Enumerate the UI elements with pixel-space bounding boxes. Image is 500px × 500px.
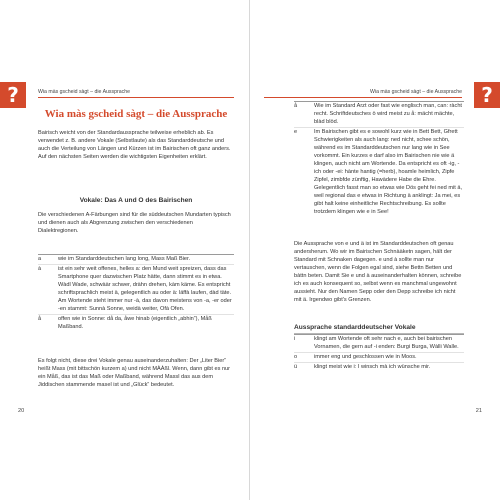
page-number-left: 20 [18,408,25,414]
header-rule-right [264,97,462,98]
vowel-description: wie im Standarddeutschen lang long, Mass Maß Bier. [58,255,234,265]
page-title: Wia màs gscheid sàgt – die Aussprache [44,108,228,120]
vowel-key: å [294,102,314,128]
page-number-right: 21 [475,408,482,414]
table-row [38,255,234,265]
section-heading-vowels: Vokale: Das A und O des Bairischen [79,197,193,204]
vowel-description: klingt am Wortende oft sehr nach e, auch bei bairischen Vornamen, die gern auf -i enden: Burgi Burga, Wàlli Walle. [314,335,464,353]
question-mark-icon: ? [474,82,500,108]
running-header-left: Wia màs gscheid sàgt – die Aussprache [38,89,130,95]
closing-paragraph [38,357,234,389]
table-row [294,335,464,353]
table-row [38,315,234,333]
vowel-table-left [38,254,234,332]
vowel-key: i [294,335,314,353]
intro-text: Bairisch weicht von der Standardaussprache teilweise erheblich ab. Es verwendet z. B. andere Vokale (Selbstlaute) als das Standarddeutsche und auch die Verteilung von Längen und Kürzen ist im Bairischen oft ganz anders. Auf den nächsten Seiten werden die wichtigsten Eigenheiten erklärt. [38,130,231,160]
running-header-right: Wia màs gscheid sàgt – die Aussprache [370,89,462,95]
vowel-key: à [38,265,58,315]
vowel-table-standard [294,334,464,372]
vowel-key: ü [294,363,314,373]
header-rule-left [38,97,234,98]
right-top-table [294,101,464,217]
vowel-table-continued [294,101,464,217]
vowel-table [38,254,234,332]
vowel-description: offen wie in Sonne: då da, åwe hinab (eigentlich „abhin“), Måß Maßband. [58,315,234,333]
section-intro [38,211,234,235]
table-row [294,363,464,373]
vowel-description: Wie im Standard Arzt oder fast wie englisch man, can: ràcht recht. Schriftdeutsches ö wird meist zu å: mächt mächte, blàd blöd. [314,102,464,128]
vowel-description: immer eng und geschlossen wie in Moos. [314,353,464,363]
section-intro-text: Die verschiedenen A-Färbungen sind für die süddeutschen Mundarten typisch und dienen auch als Abgrenzung zwischen den verschiedenen Dialektregionen. [38,212,231,234]
vowel-key: e [294,128,314,218]
vowel-description: ist ein sehr weit offenes, helles a: den Mund weit spreizen, dass das Smartphone quer dazwischen Platz hätte, dann stimmt es in etwa. Wàdl Wade, schwààr schwer, dràhn drehen, kàm käme. Es entspricht schriftsprachlich meist ä, gelegentlich au oder ä: läffà laufen, dàd täte. Am Wortende steht immer nur -à, das davon meistens von -a, -er oder -en stammt: Sunnà Sonne, weidà weiter, Ofà Ofen. [58,265,234,315]
vowel-description: klingt meist wie i: I winsch mà ich wünsche mir. [314,363,464,373]
section-heading-standard-vowels: Aussprache standarddeutscher Vokale [294,324,464,334]
vowel-key: o [294,353,314,363]
vowel-key: a [38,255,58,265]
closing-text: Es folgt nicht, diese drei Vokale genau auseinanderzuhalten: Der „Liter Bier“ heißt Mass (mit bittschön kurzem a) und nicht MÀÀßl. Wenn, dann gibt es nur ein Måß, das ist das Maß oder Maßband, während Massl das aus dem Jiddischen stammende masel ist und „Glück“ bedeutet. [38,358,231,388]
standard-vowel-table [294,334,464,372]
middle-paragraph [294,240,464,304]
table-row [294,128,464,218]
vowel-key: å [38,315,58,333]
table-row [294,353,464,363]
vowel-description: Im Bairischen gibt es e sowohl kurz wie in Bett Bett, Gfrett Schwierigkeiten als auch lang: ned nicht, schee schön, während es im Standarddeutschen nur lang wie in See vorkommt. Ein kurzes e darf also im Bairischen nie wie ä klingen, auch nicht am Wortende. Da entspricht es oft -ig, -ich oder -ei: hànte hantig (=herb), hoamle heimlich, Zipfe Zipfel, zimbfde zünftig, Hawàdere Habe die Ehre. Gelegentlich fasst man so etwas wie Dös geht fei ned mit ä, weil regional das e etwas in Richtung ä anklingt: Ja mei, es gibt halt keine einheitliche Rechtschreibung. Es sollte trotzdem klingen wie e in See! [314,129,462,215]
middle-text: Die Aussprache von e und ä ist im Standarddeutschen oft genau andersherum. Wo wir im Bairischen Schnààketn sagen, hält der Standard mit Schnaken dagegen. e und à sollte man nur vertauschen, wenn die Folgen egal sind, siehe Bettn Betten und bàttn beten. Damit Sie e und à auseinanderhalten können, schreibe ich es auch konsequent so, selbst wenn es manchmal ungewohnt aussieht. Nur den Namen Sepp oder den Depp schreibe ich nicht mit ä. Irgendwo gibt's Grenzen. [294,241,462,303]
question-mark-icon: ? [0,82,26,108]
table-row [38,265,234,315]
intro-paragraph [38,129,234,161]
table-row [294,102,464,128]
